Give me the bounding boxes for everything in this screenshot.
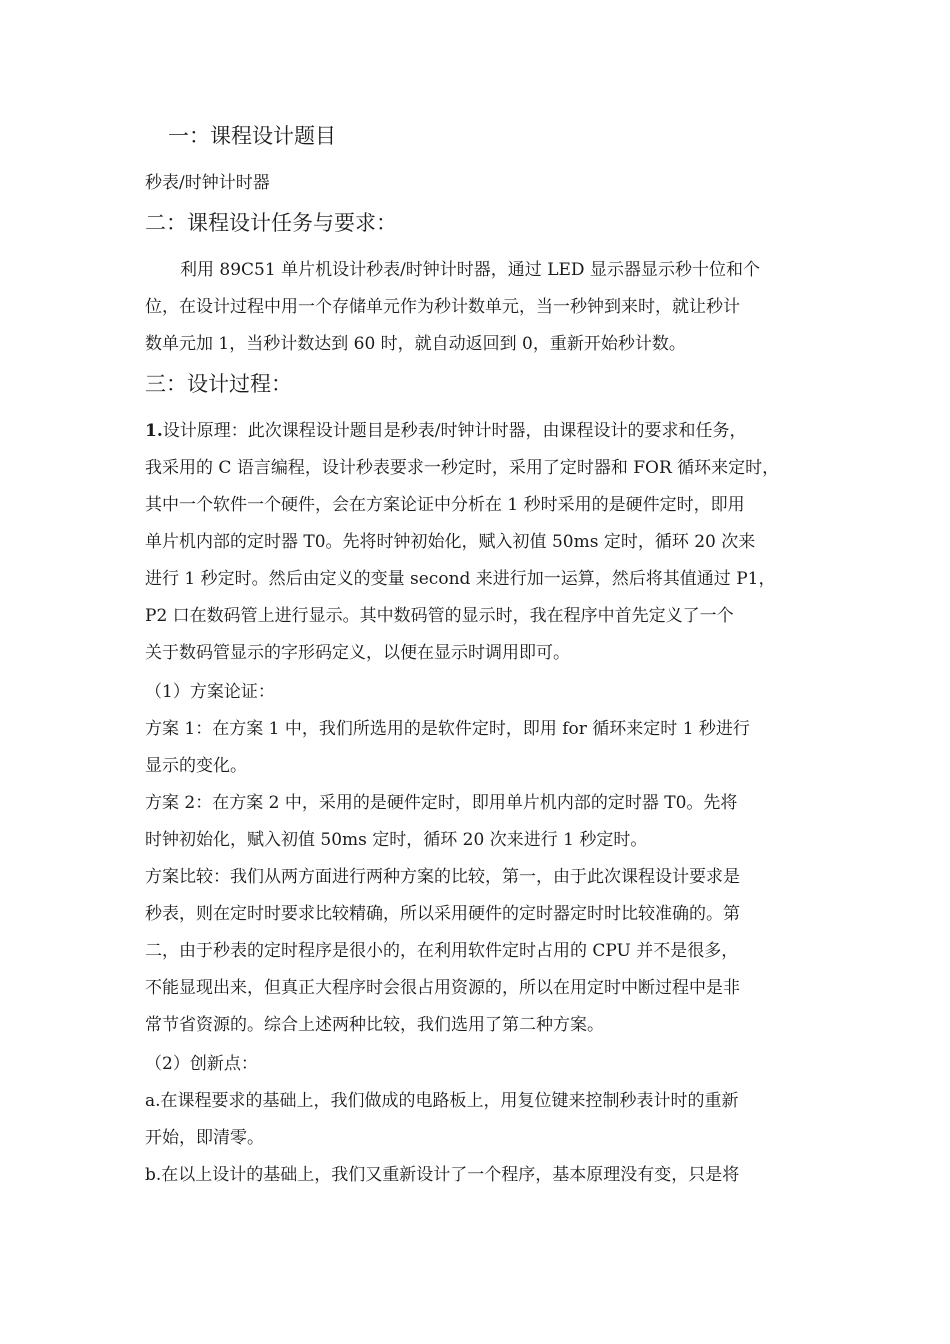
course-topic: 秒表/时钟计时器 xyxy=(145,173,270,193)
section2-heading: 二：课程设计任务与要求： xyxy=(145,211,397,235)
principle-line: 其中一个软件一个硬件，会在方案论证中分析在 1 秒时采用的是硬件定时，即用 xyxy=(145,495,745,515)
plan2-line: 方案 2：在方案 2 中，采用的是硬件定时，即用单片机内部的定时器 T0。先将 xyxy=(145,793,738,813)
principle-line xyxy=(145,419,746,443)
plan2-line: 时钟初始化，赋入初值 50ms 定时，循环 20 次来进行 1 秒定时。 xyxy=(145,830,648,850)
principle-line: 单片机内部的定时器 T0。先将时钟初始化，赋入初值 50ms 定时，循环 20 次来 xyxy=(145,532,756,552)
comparison-line: 不能显现出来，但真正大程序时会很占用资源的，所以在用定时中断过程中是非 xyxy=(145,978,740,998)
comparison-line: 方案比较：我们从两方面进行两种方案的比较，第一，由于此次课程设计要求是 xyxy=(145,867,740,887)
principle-line: P2 口在数码管上进行显示。其中数码管的显示时，我在程序中首先定义了一个 xyxy=(145,606,734,626)
innovation-a-line: 开始，即清零。 xyxy=(145,1128,264,1148)
subsection-innovation: （2）创新点： xyxy=(145,1054,258,1074)
section1-heading: 一：课程设计题目 xyxy=(168,124,336,148)
innovation-b-line: b.在以上设计的基础上，我们又重新设计了一个程序，基本原理没有变，只是将 xyxy=(145,1165,740,1185)
requirement-line: 利用 89C51 单片机设计秒表/时钟计时器，通过 LED 显示器显示秒十位和个 xyxy=(180,260,760,280)
requirement-line: 位，在设计过程中用一个存储单元作为秒计数单元，当一秒钟到来时，就让秒计 xyxy=(145,297,740,317)
plan1-line: 显示的变化。 xyxy=(145,756,247,776)
principle-number: 1. xyxy=(145,421,163,441)
subsection-plan-argument: （1）方案论证： xyxy=(145,682,275,702)
principle-line: 进行 1 秒定时。然后由定义的变量 second 来进行加一运算，然后将其值通过 P1， xyxy=(145,569,776,589)
comparison-line: 二，由于秒表的定时程序是很小的，在利用软件定时占用的 CPU 并不是很多， xyxy=(145,941,739,961)
innovation-a-line: a.在课程要求的基础上，我们做成的电路板上，用复位键来控制秒表计时的重新 xyxy=(145,1091,739,1111)
comparison-line: 秒表，则在定时时要求比较精确，所以采用硬件的定时器定时时比较准确的。第 xyxy=(145,904,740,924)
comparison-line: 常节省资源的。综合上述两种比较，我们选用了第二种方案。 xyxy=(145,1015,604,1035)
plan1-line: 方案 1：在方案 1 中，我们所选用的是软件定时，即用 for 循环来定时 1 秒进行 xyxy=(145,719,750,739)
principle-line: 我采用的 C 语言编程，设计秒表要求一秒定时，采用了定时器和 FOR 循环来定时， xyxy=(145,458,780,478)
section3-heading: 三：设计过程： xyxy=(145,372,292,396)
principle-line: 关于数码管显示的字形码定义，以便在显示时调用即可。 xyxy=(145,643,570,663)
principle-text: 设计原理：此次课程设计题目是秒表/时钟计时器，由课程设计的要求和任务， xyxy=(162,421,747,441)
requirement-line: 数单元加 1，当秒计数达到 60 时，就自动返回到 0，重新开始秒计数。 xyxy=(145,334,686,354)
